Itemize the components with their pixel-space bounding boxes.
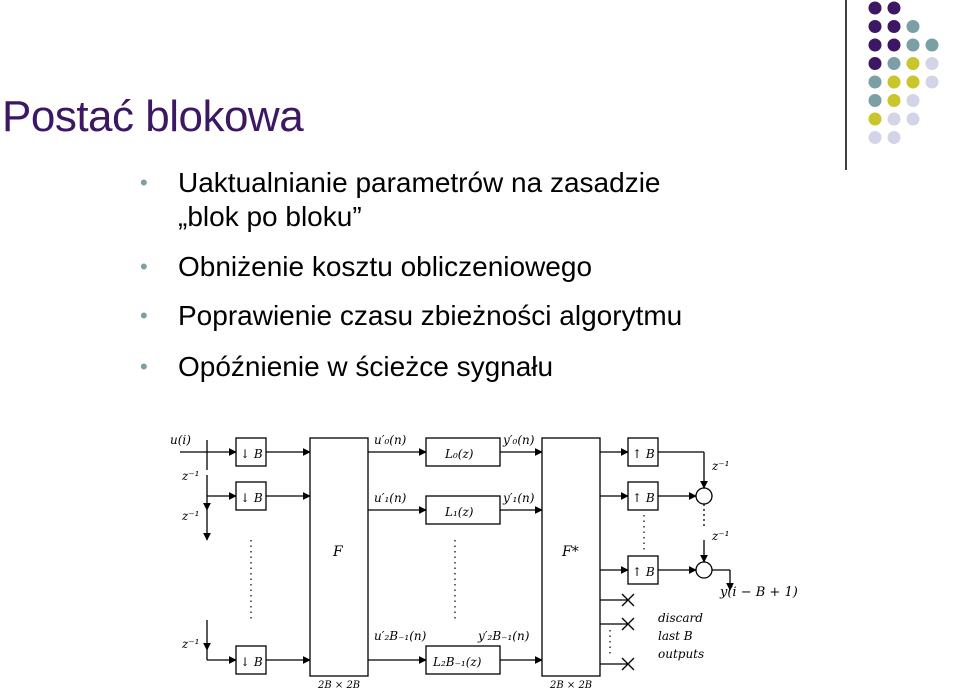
size-label: 2B × 2B (318, 680, 361, 689)
filter-label: L₂B₋₁(z) (433, 655, 482, 669)
out-delay-label: z⁻¹ (712, 459, 730, 473)
upsampler-label: ↑ B (632, 491, 655, 505)
output-label: y(i − B + 1) (720, 585, 798, 600)
filter-label: L₁(z) (445, 505, 474, 519)
upsampler-label: ↑ B (632, 565, 655, 579)
delay-label: z⁻¹ (182, 509, 200, 523)
filter-label: L₀(z) (445, 447, 474, 461)
bullet-dot: • (140, 254, 148, 279)
upsampler-label: ↑ B (632, 447, 655, 461)
discard-label: last B (658, 629, 693, 643)
bullet-text: Obniżenie kosztu obliczeniowego (178, 251, 593, 282)
sum-node (696, 488, 712, 504)
out-delay-label: z⁻¹ (712, 529, 730, 543)
bullet-text: Poprawienie czasu zbieżności algorytmu (178, 300, 683, 331)
slide-title: Postać blokowa (2, 92, 304, 141)
y-label: y′₂B₋₁(n) (478, 629, 530, 643)
u-label: u′₀(n) (374, 433, 407, 447)
downsampler-label: ↓ B (240, 447, 263, 461)
discard-label: discard (658, 611, 703, 625)
sum-node (696, 562, 712, 578)
downsampler-label: ↓ B (240, 655, 263, 669)
bullet-text: Opóźnienie w ścieżce sygnału (178, 351, 554, 382)
y-label: y′₁(n) (503, 491, 535, 505)
input-label: u(i) (170, 433, 191, 447)
y-label: y′₀(n) (503, 433, 535, 447)
bullet-dot: • (140, 354, 148, 379)
bullet-dot: • (140, 170, 148, 195)
delay-label: z⁻¹ (182, 469, 200, 483)
block-Finv-label: F* (562, 544, 579, 560)
delay-label: z⁻¹ (182, 637, 200, 651)
u-label: u′₁(n) (374, 491, 407, 505)
bullet-text: Uaktualnianie parametrów na zasadzie (178, 167, 661, 198)
block-F-label: F (333, 544, 343, 560)
bullet-dot: • (140, 303, 148, 328)
u-label: u′₂B₋₁(n) (374, 629, 427, 643)
discard-label: outputs (658, 647, 705, 661)
downsampler-label: ↓ B (240, 491, 263, 505)
bullet-text-continuation: „blok po bloku” (178, 201, 362, 232)
size-label: 2B × 2B (550, 680, 593, 689)
